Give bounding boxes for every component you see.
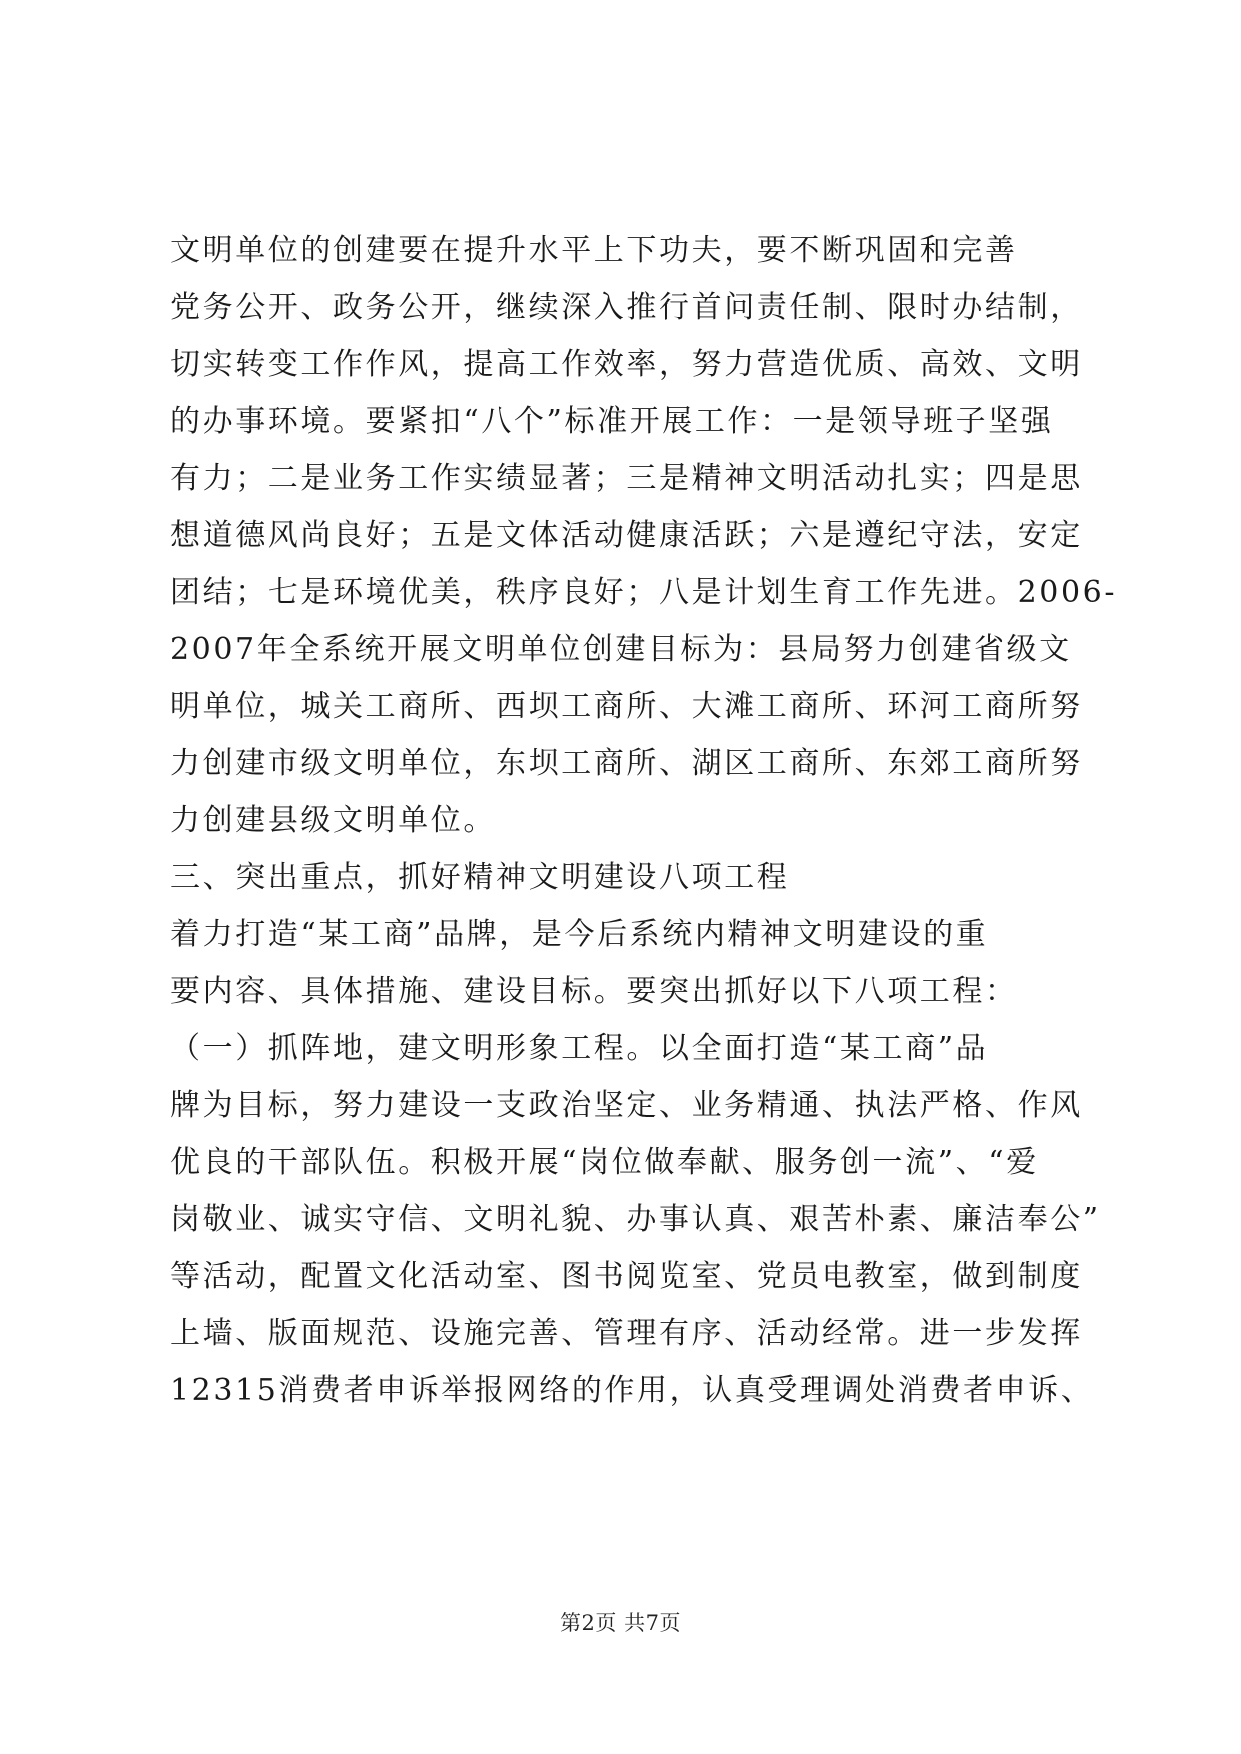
text-line: 着力打造“某工商”品牌，是今后系统内精神文明建设的重	[170, 917, 989, 952]
text-line: 党务公开、政务公开，继续深入推行首问责任制、限时办结制，	[170, 290, 1083, 325]
text-line: 文明单位的创建要在提升水平上下功夫，要不断巩固和完善	[170, 233, 1018, 268]
text-line: （一）抓阵地，建文明形象工程。以全面打造“某工商”品	[170, 1031, 989, 1066]
text-line: 切实转变工作作风，提高工作效率，努力营造优质、高效、文明	[170, 347, 1083, 382]
text-line: 力创建县级文明单位。	[170, 803, 496, 838]
text-line: 牌为目标，努力建设一支政治坚定、业务精通、执法严格、作风	[170, 1088, 1083, 1123]
text-line: 的办事环境。要紧扣“八个”标准开展工作：一是领导班子坚强	[170, 404, 1054, 439]
text-line: 岗敬业、诚实守信、文明礼貌、办事认真、艰苦朴素、廉洁奉公”	[170, 1202, 1101, 1237]
text-line: 力创建市级文明单位，东坝工商所、湖区工商所、东郊工商所努	[170, 746, 1083, 781]
text-line: 团结；七是环境优美，秩序良好；八是计划生育工作先进。2006-	[170, 575, 1118, 610]
section-heading: 三、突出重点，抓好精神文明建设八项工程	[170, 860, 790, 895]
text-line: 想道德风尚良好；五是文体活动健康活跃；六是遵纪守法，安定	[170, 518, 1083, 553]
text-line: 2007年全系统开展文明单位创建目标为：县局努力创建省级文	[170, 632, 1072, 667]
text-line: 12315消费者申诉举报网络的作用，认真受理调处消费者申诉、	[170, 1373, 1094, 1408]
text-line: 要内容、具体措施、建设目标。要突出抓好以下八项工程：	[170, 974, 1018, 1009]
text-line: 有力；二是业务工作实绩显著；三是精神文明活动扎实；四是思	[170, 461, 1083, 496]
page-number-footer: 第2页 共7页	[560, 1611, 681, 1635]
text-line: 等活动，配置文化活动室、图书阅览室、党员电教室，做到制度	[170, 1259, 1083, 1294]
text-line: 优良的干部队伍。积极开展“岗位做奉献、服务创一流”、“爱	[170, 1145, 1039, 1180]
text-line: 上墙、版面规范、设施完善、管理有序、活动经常。进一步发挥	[170, 1316, 1083, 1351]
text-line: 明单位，城关工商所、西坝工商所、大滩工商所、环河工商所努	[170, 689, 1083, 724]
